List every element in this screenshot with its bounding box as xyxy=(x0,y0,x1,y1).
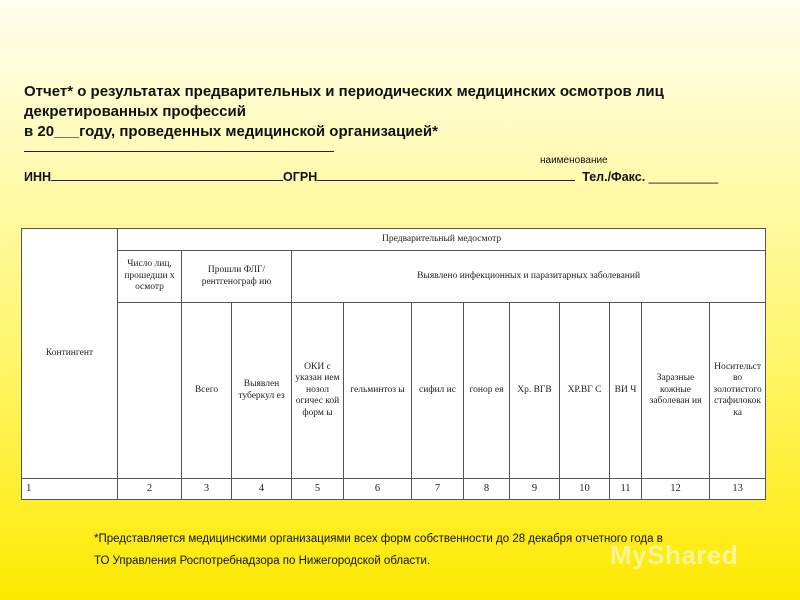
tel-label: Тел./Факс. xyxy=(582,170,646,184)
tel-field[interactable]: __________ xyxy=(648,170,719,184)
col-number: 9 xyxy=(510,479,560,500)
org-name-caption: наименование xyxy=(540,155,608,166)
header-helminth: гельминтоз ы xyxy=(344,303,412,479)
ogrn-label: ОГРН xyxy=(283,170,318,184)
col-number: 4 xyxy=(232,479,292,500)
header-skin: Заразные кожные заболеван ия xyxy=(642,303,710,479)
org-name-line xyxy=(24,151,334,152)
inn-field[interactable] xyxy=(51,168,283,181)
header-gonorrhea: гонор ея xyxy=(464,303,510,479)
col-number: 1 xyxy=(22,479,118,500)
col-number: 7 xyxy=(412,479,464,500)
inn-label: ИНН xyxy=(24,170,52,184)
header-hcv: ХР.ВГ С xyxy=(560,303,610,479)
col-number: 12 xyxy=(642,479,710,500)
header-total: Всего xyxy=(182,303,232,479)
header-preliminary: Предварительный медосмотр xyxy=(118,229,766,251)
header-syphilis: сифил ис xyxy=(412,303,464,479)
report-table xyxy=(21,228,766,500)
watermark-logo: MyShared xyxy=(610,540,739,570)
title-line-3: в 20___году, проведенных медицинской организацией* xyxy=(24,123,438,140)
report-title xyxy=(24,82,764,142)
header-staph: Носительст во золотистого стафилокок ка xyxy=(710,303,766,479)
header-oki: ОКИ с указан ием нозол огичес кой форм ы xyxy=(292,303,344,479)
header-flg: Прошли ФЛГ/рентгенограф ию xyxy=(182,251,292,303)
column-number-row xyxy=(22,479,766,500)
header-examined: Число лиц, прошедши х осмотр xyxy=(118,251,182,303)
col-number: 11 xyxy=(610,479,642,500)
col-number: 6 xyxy=(344,479,412,500)
ids-row xyxy=(24,168,718,184)
title-line-1: Отчет* о результатах предварительных и периодических медицинских осмотров лиц xyxy=(24,83,664,100)
header-hiv: ВИ Ч xyxy=(610,303,642,479)
header-contingent: Контингент xyxy=(22,229,118,479)
footnote-line-2: ТО Управления Роспотребнадзора по Нижегородской области. xyxy=(94,555,431,567)
header-infections: Выявлено инфекционных и паразитарных заболеваний xyxy=(292,251,766,303)
col-number: 5 xyxy=(292,479,344,500)
header-hbv: Хр. ВГВ xyxy=(510,303,560,479)
title-line-2: декретированных профессий xyxy=(24,103,246,120)
cell-empty xyxy=(118,303,182,479)
header-tb: Выявлен туберкул ез xyxy=(232,303,292,479)
ogrn-field[interactable] xyxy=(317,168,575,181)
col-number: 2 xyxy=(118,479,182,500)
col-number: 13 xyxy=(710,479,766,500)
col-number: 10 xyxy=(560,479,610,500)
col-number: 3 xyxy=(182,479,232,500)
col-number: 8 xyxy=(464,479,510,500)
footnote-line-1: *Представляется медицинскими организациями всех форм собственности до 28 декабря отчетного года в xyxy=(94,533,663,545)
